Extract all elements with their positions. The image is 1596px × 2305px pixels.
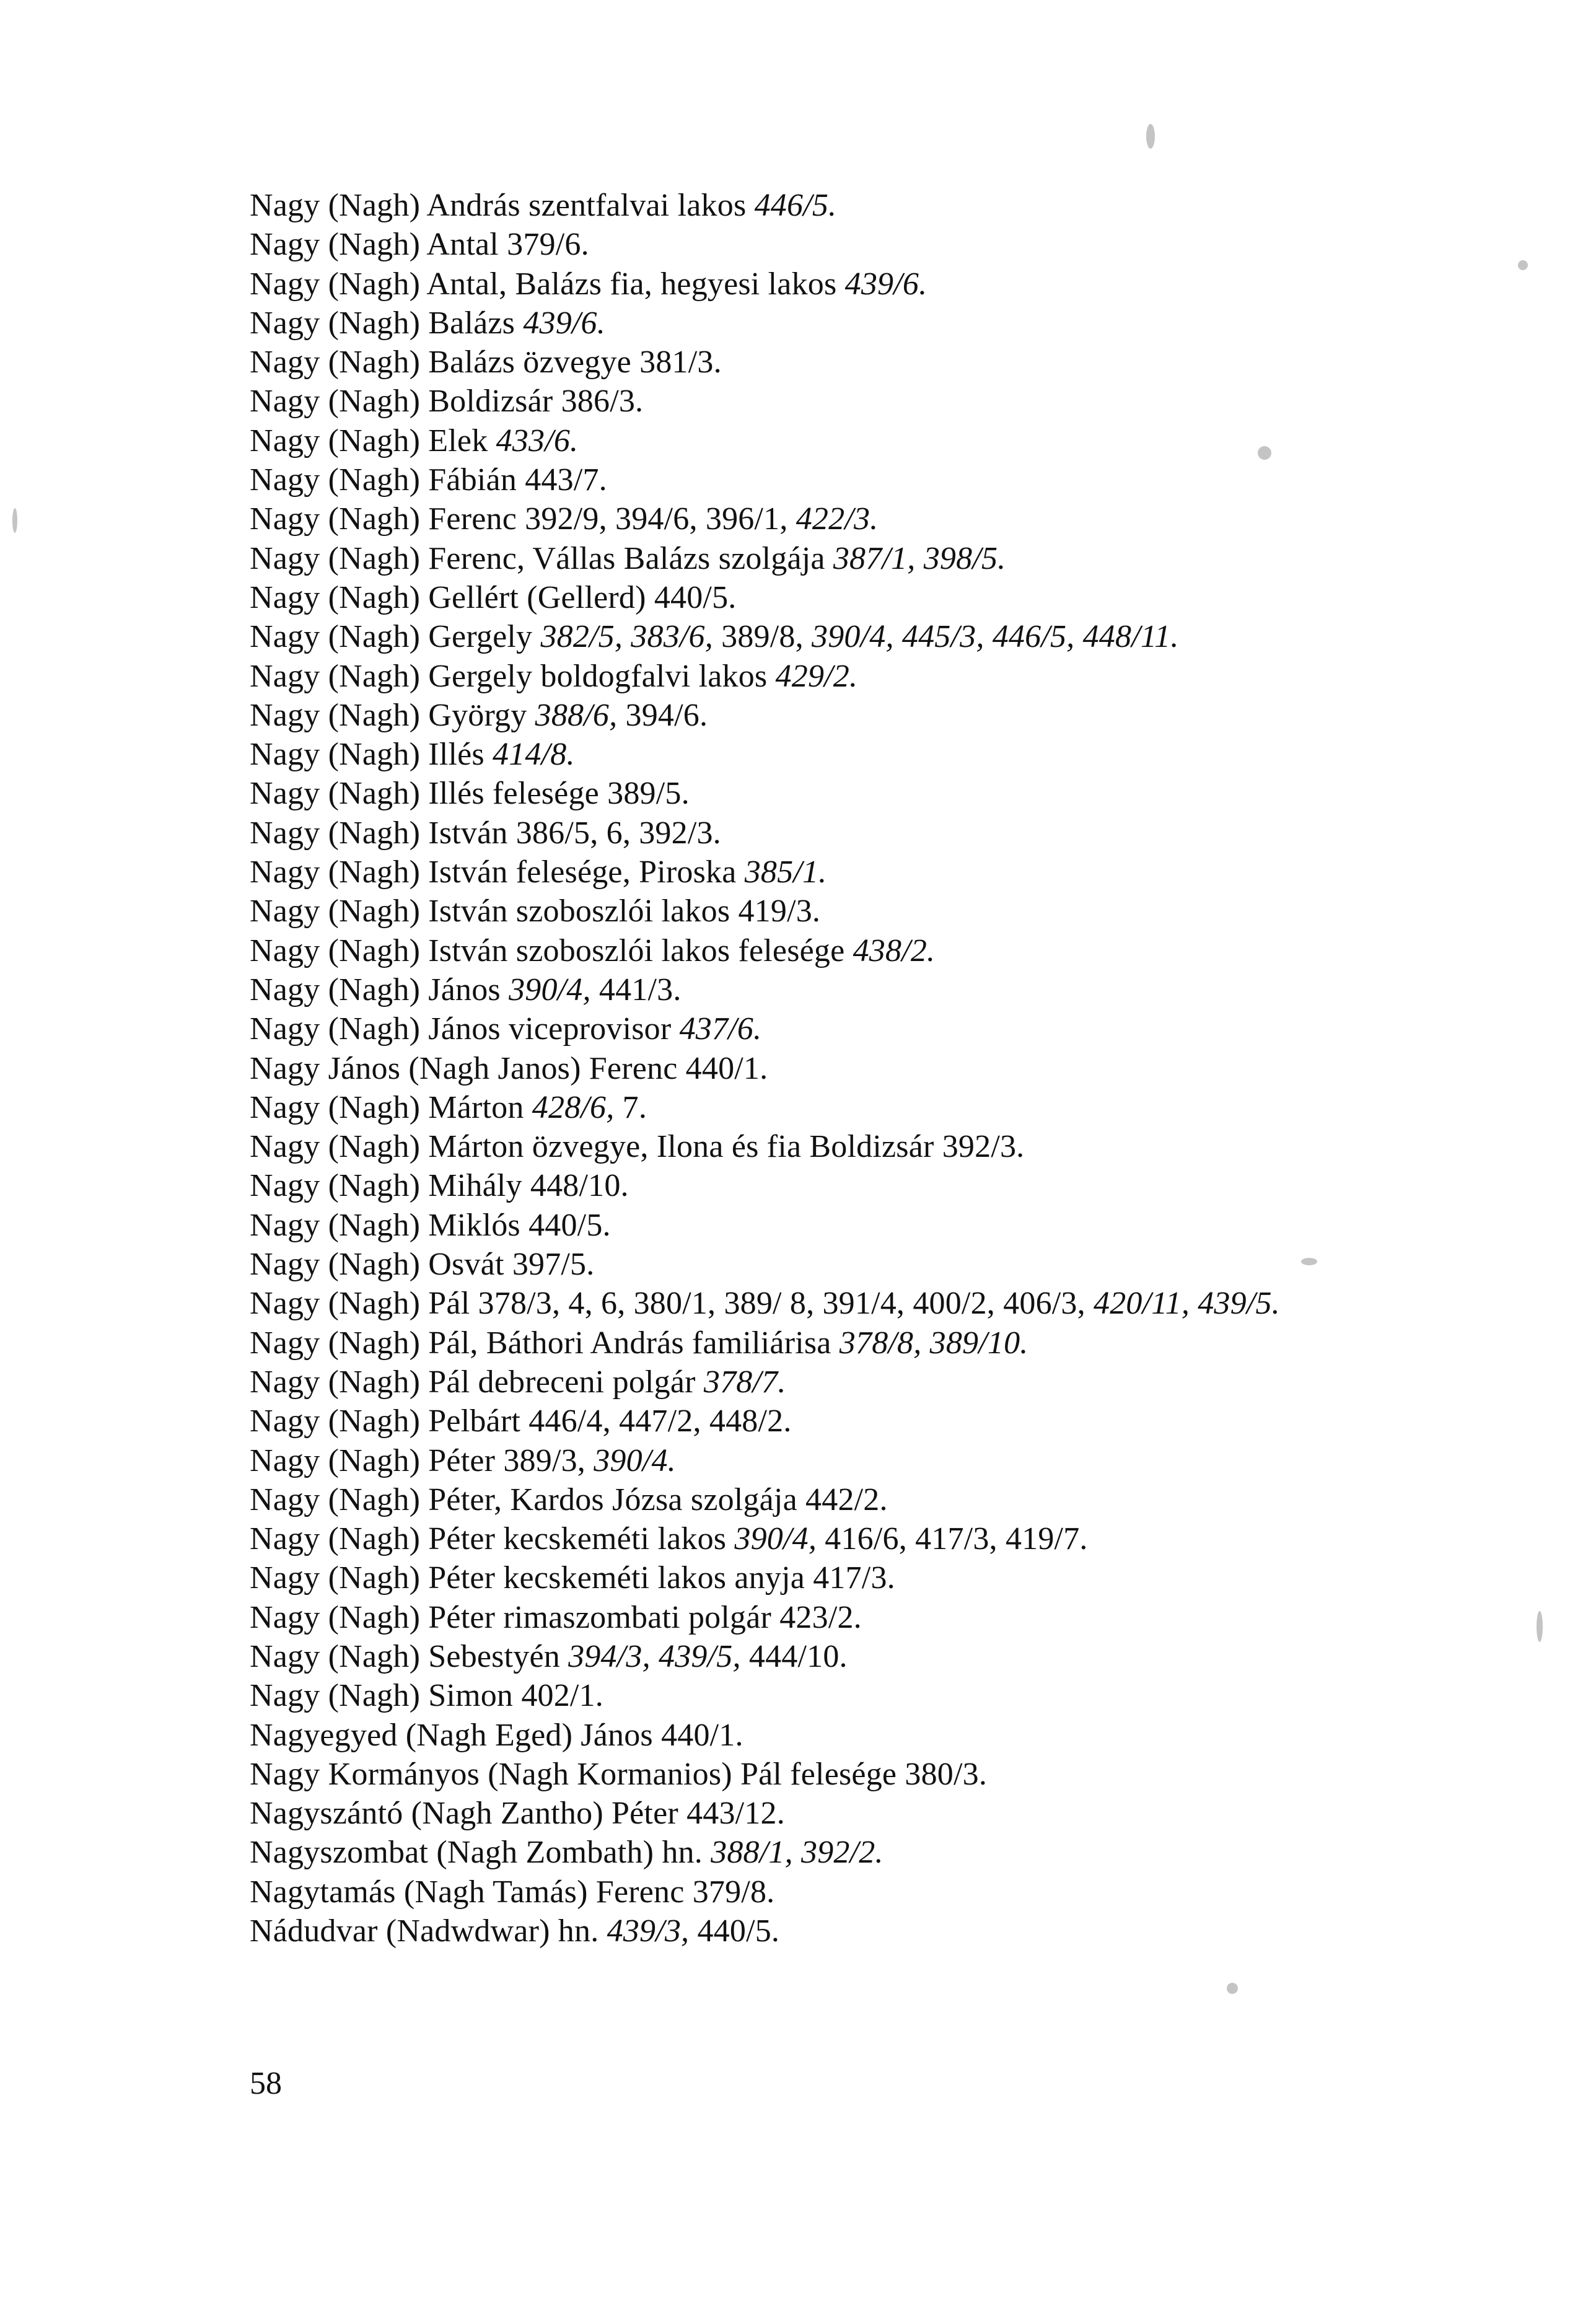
entry-text: Nagy (Nagh) Pál, Báthori András familiárisa <box>250 1325 840 1361</box>
entry-text: 416/6, 417/3, 419/7. <box>817 1521 1088 1557</box>
entry-text: Nagy (Nagh) Balázs <box>250 305 524 341</box>
index-entry <box>250 892 1551 931</box>
entry-text: Nagy (Nagh) Pál 378/3, 4, 6, 380/1, 389/ 8, 391/4, 400/2, 406/3, <box>250 1286 1094 1322</box>
entry-text: Nagy (Nagh) Márton özvegye, Ilona és fia Boldizsár 392/3. <box>250 1129 1025 1165</box>
entry-text: Nagy (Nagh) Illés <box>250 737 493 773</box>
index-entry <box>250 1716 1551 1755</box>
index-entry <box>250 1833 1551 1872</box>
index-entry <box>250 1402 1551 1441</box>
entry-text <box>651 1639 659 1674</box>
italic-page-reference: 387/1, <box>833 540 916 576</box>
index-entry <box>250 1441 1551 1480</box>
entry-text: 389/8, <box>712 619 812 655</box>
index-entry <box>250 1363 1551 1402</box>
entry-text: Nagy (Nagh) István felesége, Piroska <box>250 854 745 890</box>
entry-text <box>1190 1286 1198 1321</box>
entry-text: Nagy (Nagh) Osvát 397/5. <box>250 1247 595 1283</box>
italic-page-reference: 446/5. <box>754 188 837 223</box>
italic-page-reference: 378/8, <box>839 1325 922 1361</box>
entry-text <box>916 541 924 576</box>
italic-page-reference: 446/5, <box>992 619 1075 655</box>
entry-text: Nagy (Nagh) Ferenc 392/9, 394/6, 396/1, <box>250 501 796 537</box>
entry-text: Nagy (Nagh) Ferenc, Vállas Balázs szolgája <box>250 540 833 576</box>
index-entry <box>250 186 1551 225</box>
italic-page-reference: 383/6, <box>631 619 713 655</box>
italic-page-reference: 388/6, <box>535 697 618 733</box>
italic-page-reference: 394/3, <box>568 1638 651 1674</box>
index-entry <box>250 578 1551 617</box>
italic-page-reference: 437/6. <box>679 1011 762 1047</box>
index-entry <box>250 617 1551 656</box>
entry-text: Nagy (Nagh) Márton <box>250 1089 532 1125</box>
index-entry <box>250 1206 1551 1245</box>
entry-text: Nagy (Nagh) Gellért (Gellerd) 440/5. <box>250 579 737 615</box>
entry-text: Nagy (Nagh) Mihály 448/10. <box>250 1168 629 1204</box>
page-number: 58 <box>250 2066 282 2101</box>
index-entry <box>250 343 1551 382</box>
italic-page-reference: 448/11. <box>1082 619 1179 655</box>
index-entry <box>250 1166 1551 1205</box>
scan-noise-speck <box>1301 1258 1317 1265</box>
index-entry <box>250 1049 1551 1088</box>
index-entry <box>250 539 1551 578</box>
index-entry <box>250 970 1551 1009</box>
entry-text: Nagy (Nagh) András szentfalvai lakos <box>250 188 755 223</box>
index-entry <box>250 1519 1551 1558</box>
entry-text: Nagy (Nagh) Péter, Kardos Józsa szolgája 442/2. <box>250 1482 888 1517</box>
entry-text: 444/10. <box>740 1638 848 1674</box>
index-entry <box>250 382 1551 421</box>
italic-page-reference: 390/4, <box>509 972 591 1008</box>
italic-page-reference: 439/6. <box>844 266 927 302</box>
index-entry <box>250 1324 1551 1363</box>
index-entry <box>250 1755 1551 1794</box>
index-entry <box>250 1088 1551 1127</box>
entry-text: 440/5. <box>689 1913 780 1949</box>
italic-page-reference: 388/1, <box>711 1835 793 1871</box>
entry-text: Nagy (Nagh) Elek <box>250 423 496 459</box>
entry-text <box>623 619 631 654</box>
scan-noise-speck <box>1258 446 1271 460</box>
index-entry-list <box>250 186 1551 1951</box>
italic-page-reference: 433/6. <box>496 423 579 459</box>
entry-text: 394/6. <box>617 697 708 733</box>
entry-text: Nagy (Nagh) Gergely <box>250 619 541 655</box>
scan-noise-speck <box>1537 1611 1543 1642</box>
italic-page-reference: 392/2. <box>801 1835 884 1871</box>
entry-text: Nagy (Nagh) János <box>250 972 509 1008</box>
entry-text: Nagy (Nagh) Boldizsár 386/3. <box>250 384 644 419</box>
index-entry <box>250 853 1551 892</box>
entry-text <box>793 1835 801 1870</box>
entry-text: Nagy (Nagh) Balázs özvegye 381/3. <box>250 345 722 380</box>
italic-page-reference: 439/5, <box>659 1638 741 1674</box>
entry-text: Nagy (Nagh) György <box>250 697 535 733</box>
entry-text: Nagy (Nagh) István szoboszlói lakos felesége <box>250 933 853 968</box>
entry-text: Nagy (Nagh) Illés felesége 389/5. <box>250 776 690 812</box>
italic-page-reference: 428/6, <box>532 1089 615 1125</box>
italic-page-reference: 385/1. <box>744 854 827 890</box>
entry-text: Nagy Kormányos (Nagh Kormanios) Pál felesége 380/3. <box>250 1756 988 1792</box>
italic-page-reference: 422/3. <box>796 501 879 537</box>
index-entry <box>250 421 1551 460</box>
entry-text: Nádudvar (Nadwdwar) hn. <box>250 1913 607 1949</box>
index-entry <box>250 774 1551 813</box>
italic-page-reference: 382/5, <box>540 619 623 655</box>
entry-text: Nagy (Nagh) János viceprovisor <box>250 1011 680 1047</box>
entry-text: Nagyszántó (Nagh Zantho) Péter 443/12. <box>250 1796 785 1832</box>
entry-text: Nagy (Nagh) István szoboszlói lakos 419/3. <box>250 893 821 929</box>
index-entry <box>250 460 1551 499</box>
italic-page-reference: 378/7. <box>703 1364 786 1400</box>
index-entry <box>250 499 1551 538</box>
index-entry <box>250 1676 1551 1715</box>
index-entry <box>250 1009 1551 1048</box>
index-entry <box>250 657 1551 696</box>
entry-text: Nagy János (Nagh Janos) Ferenc 440/1. <box>250 1050 768 1086</box>
index-entry <box>250 225 1551 264</box>
index-entry <box>250 1873 1551 1912</box>
index-entry <box>250 1245 1551 1284</box>
index-entry <box>250 1794 1551 1833</box>
index-entry <box>250 931 1551 970</box>
italic-page-reference: 429/2. <box>775 658 858 694</box>
entry-text: Nagy (Nagh) Péter kecskeméti lakos anyja 417/3. <box>250 1560 895 1596</box>
entry-text: 441/3. <box>590 972 682 1008</box>
entry-text <box>921 1325 929 1361</box>
entry-text: Nagy (Nagh) Simon 402/1. <box>250 1678 603 1714</box>
italic-page-reference: 390/4. <box>594 1442 676 1478</box>
scan-noise-speck <box>1146 124 1155 149</box>
italic-page-reference: 414/8. <box>493 737 575 773</box>
italic-page-reference: 389/10. <box>929 1325 1028 1361</box>
italic-page-reference: 398/5. <box>923 540 1006 576</box>
index-entry <box>250 304 1551 343</box>
italic-page-reference: 390/4, <box>812 619 894 655</box>
italic-page-reference: 439/3, <box>607 1913 690 1949</box>
index-entry <box>250 735 1551 774</box>
entry-text: Nagy (Nagh) Péter rimaszombati polgár 423/2. <box>250 1599 862 1635</box>
entry-text: Nagy (Nagh) Péter 389/3, <box>250 1442 594 1478</box>
entry-text: Nagy (Nagh) Péter kecskeméti lakos <box>250 1521 735 1557</box>
scan-noise-speck <box>1518 260 1528 270</box>
entry-text: Nagy (Nagh) Gergely boldogfalvi lakos <box>250 658 776 694</box>
scan-noise-speck <box>12 508 17 533</box>
index-entry <box>250 1598 1551 1637</box>
index-entry <box>250 696 1551 735</box>
index-entry <box>250 265 1551 304</box>
italic-page-reference: 420/11, <box>1094 1286 1190 1322</box>
entry-text <box>984 619 993 654</box>
italic-page-reference: 445/3, <box>901 619 984 655</box>
index-entry <box>250 1912 1551 1951</box>
entry-text: 7. <box>614 1089 647 1125</box>
entry-text: Nagy (Nagh) Pelbárt 446/4, 447/2, 448/2. <box>250 1403 792 1439</box>
entry-text: Nagy (Nagh) Pál debreceni polgár <box>250 1364 704 1400</box>
entry-text <box>1074 619 1082 654</box>
italic-page-reference: 439/6. <box>523 305 605 341</box>
entry-text <box>894 619 902 654</box>
entry-text: Nagy (Nagh) Antal, Balázs fia, hegyesi lakos <box>250 266 845 302</box>
index-entry <box>250 1284 1551 1323</box>
index-entry <box>250 1558 1551 1597</box>
entry-text: Nagyszombat (Nagh Zombath) hn. <box>250 1835 711 1871</box>
index-entry <box>250 1127 1551 1166</box>
index-entry <box>250 814 1551 853</box>
entry-text: Nagyegyed (Nagh Eged) János 440/1. <box>250 1717 743 1753</box>
entry-text: Nagy (Nagh) Sebestyén <box>250 1638 569 1674</box>
entry-text: Nagy (Nagh) Fábián 443/7. <box>250 462 607 498</box>
italic-page-reference: 390/4, <box>734 1521 817 1557</box>
entry-text: Nagy (Nagh) Miklós 440/5. <box>250 1207 611 1243</box>
entry-text: Nagy (Nagh) Antal 379/6. <box>250 227 589 263</box>
entry-text: Nagytamás (Nagh Tamás) Ferenc 379/8. <box>250 1874 775 1910</box>
scan-noise-speck <box>1227 1983 1238 1994</box>
italic-page-reference: 438/2. <box>853 933 936 968</box>
index-entry <box>250 1480 1551 1519</box>
entry-text: Nagy (Nagh) István 386/5, 6, 392/3. <box>250 815 721 851</box>
index-entry <box>250 1637 1551 1676</box>
italic-page-reference: 439/5. <box>1198 1286 1280 1322</box>
